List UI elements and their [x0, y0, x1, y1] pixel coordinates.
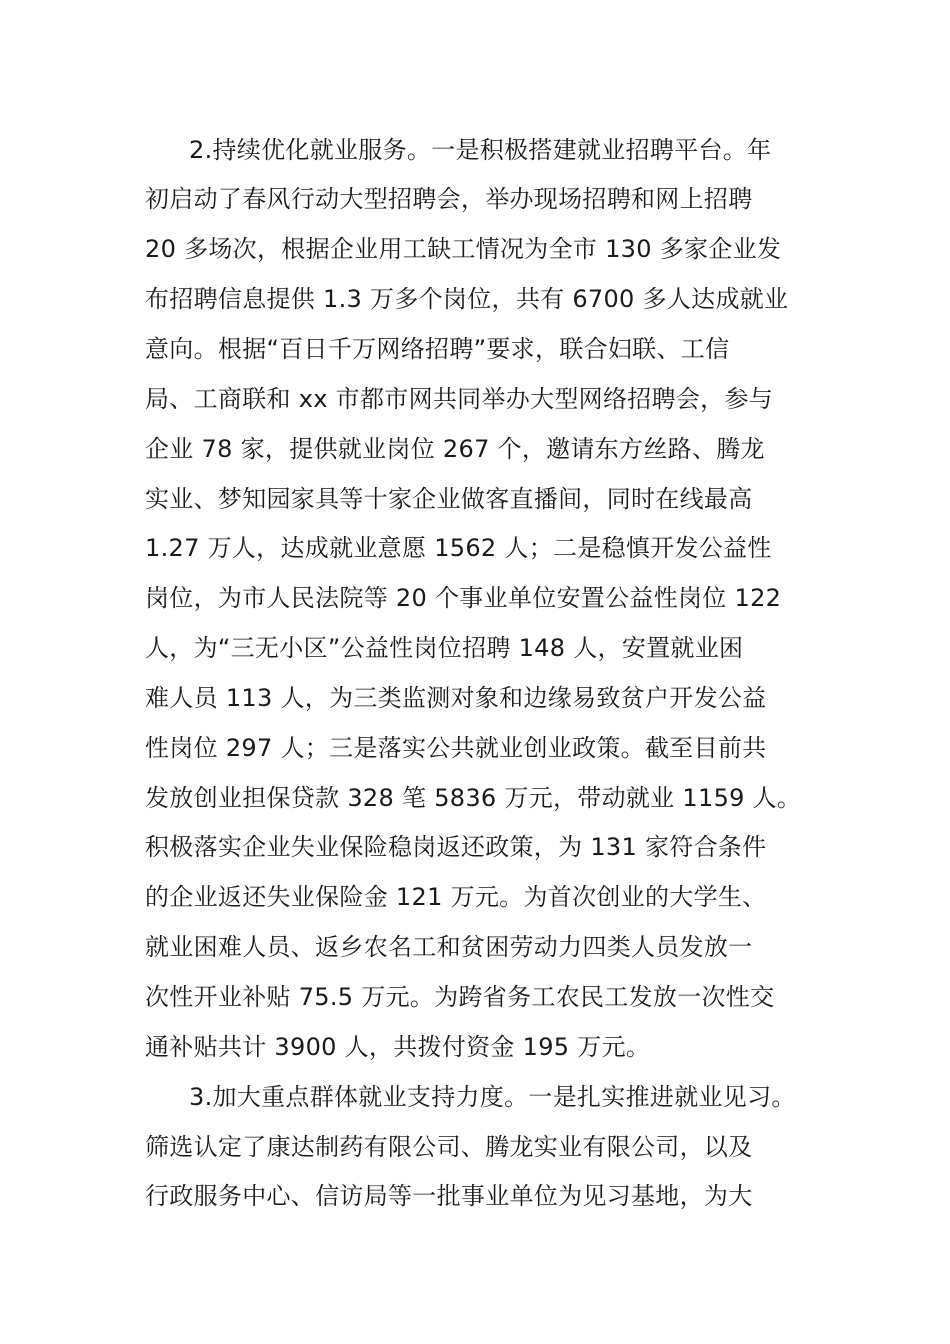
paragraph-2-line-16: 的企业返还失业保险金 121 万元。为首次创业的大学生、: [145, 883, 767, 911]
paragraph-2-line-2: 初启动了春风行动大型招聘会，举办现场招聘和网上招聘: [145, 185, 753, 213]
paragraph-2-line-1: 2.持续优化就业服务。一是积极搭建就业招聘平台。年: [189, 136, 772, 164]
paragraph-2-line-17: 就业困难人员、返乡农名工和贫困劳动力四类人员发放一: [145, 933, 753, 961]
paragraph-2-line-10: 岗位，为市人民法院等 20 个事业单位安置公益性岗位 122: [145, 584, 782, 612]
paragraph-2-line-15: 积极落实企业失业保险稳岗返还政策，为 131 家符合条件: [145, 833, 767, 861]
paragraph-2-line-19: 通补贴共计 3900 人，共拨付资金 195 万元。: [145, 1033, 651, 1061]
paragraph-2-line-12: 难人员 113 人，为三类监测对象和边缘易致贫户开发公益: [145, 684, 767, 712]
paragraph-2-line-5: 意向。根据“百日千万网络招聘”要求，联合妇联、工信: [145, 335, 730, 363]
paragraph-2-line-14: 发放创业担保贷款 328 笔 5836 万元，带动就业 1159 人。: [145, 784, 802, 812]
paragraph-2-line-4: 布招聘信息提供 1.3 万多个岗位，共有 6700 多人达成就业: [145, 285, 789, 313]
paragraph-2-line-3: 20 多场次，根据企业用工缺工情况为全市 130 多家企业发: [145, 235, 782, 263]
paragraph-3-line-2: 筛选认定了康达制药有限公司、腾龙实业有限公司，以及: [145, 1133, 753, 1161]
paragraph-2-line-18: 次性开业补贴 75.5 万元。为跨省务工农民工发放一次性交: [145, 983, 775, 1011]
paragraph-3-line-1: 3.加大重点群体就业支持力度。一是扎实推进就业见习。: [189, 1083, 796, 1111]
paragraph-2-line-9: 1.27 万人，达成就业意愿 1562 人；二是稳慎开发公益性: [145, 534, 772, 562]
paragraph-2-line-11: 人，为“三无小区”公益性岗位招聘 148 人，安置就业困: [145, 634, 744, 662]
paragraph-2-line-13: 性岗位 297 人；三是落实公共就业创业政策。截至目前共: [145, 734, 767, 762]
paragraph-2-line-8: 实业、梦知园家具等十家企业做客直播间，同时在线最高: [145, 485, 753, 513]
paragraph-2-line-6: 局、工商联和 xx 市都市网共同举办大型网络招聘会，参与: [145, 385, 774, 413]
paragraph-2-line-7: 企业 78 家，提供就业岗位 267 个，邀请东方丝路、腾龙: [145, 435, 765, 463]
paragraph-3-line-3: 行政服务中心、信访局等一批事业单位为见习基地，为大: [145, 1182, 753, 1210]
